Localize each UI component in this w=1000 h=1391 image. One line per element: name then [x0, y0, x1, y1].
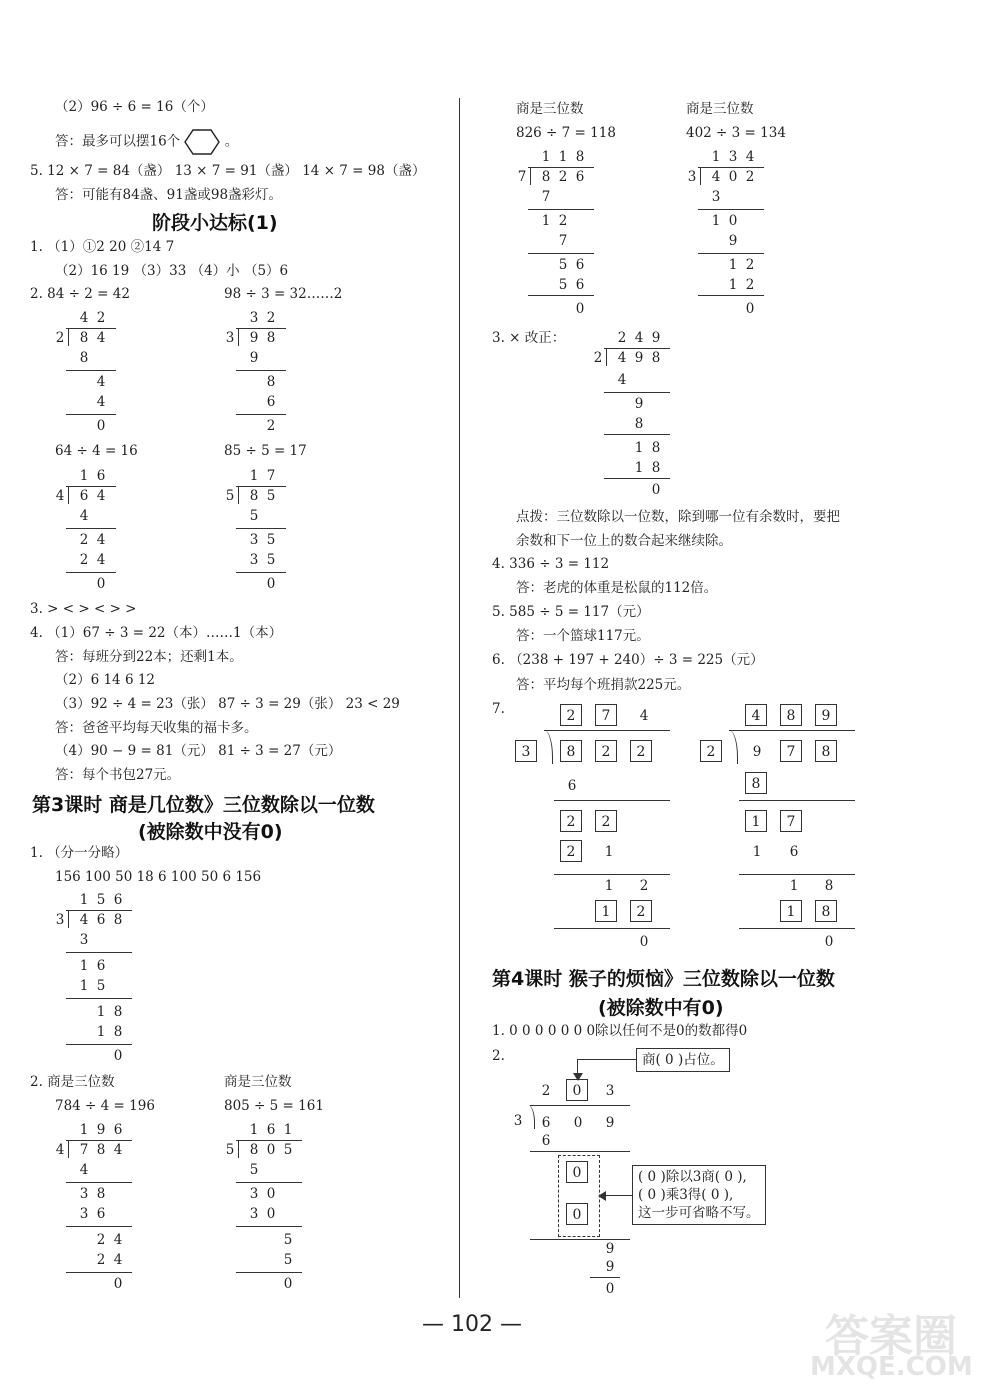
arrow-down-icon [573, 1073, 583, 1081]
text-line: 64 ÷ 4 = 16 [55, 443, 138, 459]
long-division: 1 3 4 3 4 0 2 3 1 0 9 1 2 1 2 0 [684, 147, 774, 327]
text-line: 784 ÷ 4 = 196 [55, 1098, 155, 1114]
text-line: 3. > < > < > > [30, 601, 137, 617]
text-line: 答：爸爸平均每天收集的福卡多。 [55, 720, 258, 736]
watermark-logo: 答案圈 [825, 1311, 957, 1362]
text-line: 85 ÷ 5 = 17 [224, 443, 307, 459]
text-line: 答：平均每个班捐款225元。 [516, 677, 691, 693]
text-line: （2）16 19 （3）33 （4）小 （5）6 [55, 263, 289, 279]
text-line: 2. 商是三位数 [30, 1074, 115, 1090]
text-line: 402 ÷ 3 = 134 [686, 125, 786, 141]
text-line: 826 ÷ 7 = 118 [516, 125, 616, 141]
text-line: 98 ÷ 3 = 32……2 [224, 286, 343, 302]
text-line: 6. （238 + 197 + 240）÷ 3 = 225（元） [492, 652, 764, 668]
text-line: 商是三位数 [516, 101, 584, 117]
text-line: （3）92 ÷ 4 = 23（张） 87 ÷ 3 = 29（张） 23 < 29 [55, 696, 400, 712]
page-number: — 102 — [422, 1312, 522, 1337]
box-division: 4 8 9 2 9 7 8 8 1 7 1 6 1 8 1 8 0 [695, 700, 855, 955]
text-line: 156 100 50 18 6 100 50 6 156 [55, 869, 262, 885]
long-division: 1 9 6 4 7 8 4 4 3 8 3 6 2 4 2 4 0 [52, 1120, 142, 1300]
box-division: 2 7 4 3 8 2 2 6 2 2 2 1 1 2 1 2 0 [510, 700, 670, 955]
watermark-url: MXQE.COM [810, 1352, 973, 1382]
long-division: 4 2 2 8 4 8 4 4 0 [52, 308, 122, 438]
long-division: 1 6 4 6 4 4 2 4 2 4 0 [52, 466, 122, 596]
text-line: （4）90 − 9 = 81（元） 81 ÷ 3 = 27（元） [55, 743, 342, 759]
long-division: 1 6 1 5 8 0 5 5 3 0 3 0 5 5 0 [222, 1120, 312, 1300]
annotation-line: 这一步可省略不写。 [638, 1205, 760, 1221]
section-heading: 第4课时 猴子的烦恼》三位数除以一位数 [492, 968, 835, 990]
text-line: 答：一个篮球117元。 [516, 628, 650, 644]
long-division: 1 1 8 7 8 2 6 7 1 2 7 5 6 5 6 0 [514, 147, 604, 327]
text-line: 答：老虎的体重是松鼠的112倍。 [516, 580, 718, 596]
text-line: 1. 0 0 0 0 0 0 0除以任何不是0的数都得0 [492, 1023, 748, 1039]
text-line: 4. （1）67 ÷ 3 = 22（本）……1（本） [30, 625, 283, 641]
text-line: 答：每班分到22本；还剩1本。 [55, 649, 243, 665]
long-division: 1 7 5 8 5 5 3 5 3 5 0 [222, 466, 292, 596]
section-subheading: (被除数中有0) [598, 997, 724, 1019]
text-line: 7. [492, 701, 505, 717]
tip-text: 点拨：三位数除以一位数，除到哪一位有余数时，要把 [516, 509, 840, 525]
text-line: 1. （分一分略） [30, 845, 129, 861]
text-line: 3. × 改正： [492, 330, 566, 346]
text-line: 805 ÷ 5 = 161 [224, 1098, 324, 1114]
text-line: 5. 585 ÷ 5 = 117（元） [492, 604, 650, 620]
arrow-left-icon [598, 1191, 606, 1201]
text-line: 2. [492, 1048, 505, 1064]
text-line: 商是三位数 [224, 1074, 292, 1090]
long-division: 1 5 6 3 4 6 8 3 1 6 1 5 1 8 1 8 0 [52, 890, 142, 1070]
section-heading: 第3课时 商是几位数》三位数除以一位数 [32, 794, 375, 816]
text-line: （2）96 ÷ 6 = 16（个） [55, 99, 214, 115]
annotation-box [632, 1165, 766, 1225]
long-division: 3 2 3 9 8 9 8 6 2 [222, 308, 292, 438]
tip-text: 余数和下一位上的数合起来继续除。 [516, 533, 732, 549]
annotation-line: ( 0 )除以3商( 0 ), [638, 1169, 747, 1185]
division-diagram: 2 0 3 3 6 0 9 6 0 0 9 9 0 [510, 1045, 810, 1305]
text-line: 1. （1）①2 20 ②14 7 [30, 239, 175, 255]
hexagon-icon [184, 129, 220, 155]
answer-text: 答：最多可以摆16个 [55, 133, 181, 150]
annotation-box: 商( 0 )占位。 [636, 1048, 730, 1072]
text-line: （2）6 14 6 12 [55, 672, 155, 688]
column-divider [459, 98, 460, 1298]
answer-text-end: 。 [224, 133, 239, 150]
annotation-line: ( 0 )乘3得( 0 ), [638, 1187, 734, 1203]
text-line: 5. 12 × 7 = 84（盏） 13 × 7 = 91（盏） 14 × 7 = 98（盏） [30, 163, 426, 179]
text-line: 答：每个书包27元。 [55, 767, 181, 783]
text-line: 答：可能有84盏、91盏或98盏彩灯。 [55, 187, 283, 203]
text-line: 4. 336 ÷ 3 = 112 [492, 556, 610, 572]
long-division: 2 4 9 2 4 9 8 4 9 8 1 8 1 8 0 [590, 328, 680, 498]
text-line: 商是三位数 [686, 101, 754, 117]
section-subheading: (被除数中没有0) [138, 821, 283, 843]
text-line: 2. 84 ÷ 2 = 42 [30, 286, 130, 302]
section-heading: 阶段小达标(1) [152, 212, 278, 234]
text-line [55, 129, 238, 155]
